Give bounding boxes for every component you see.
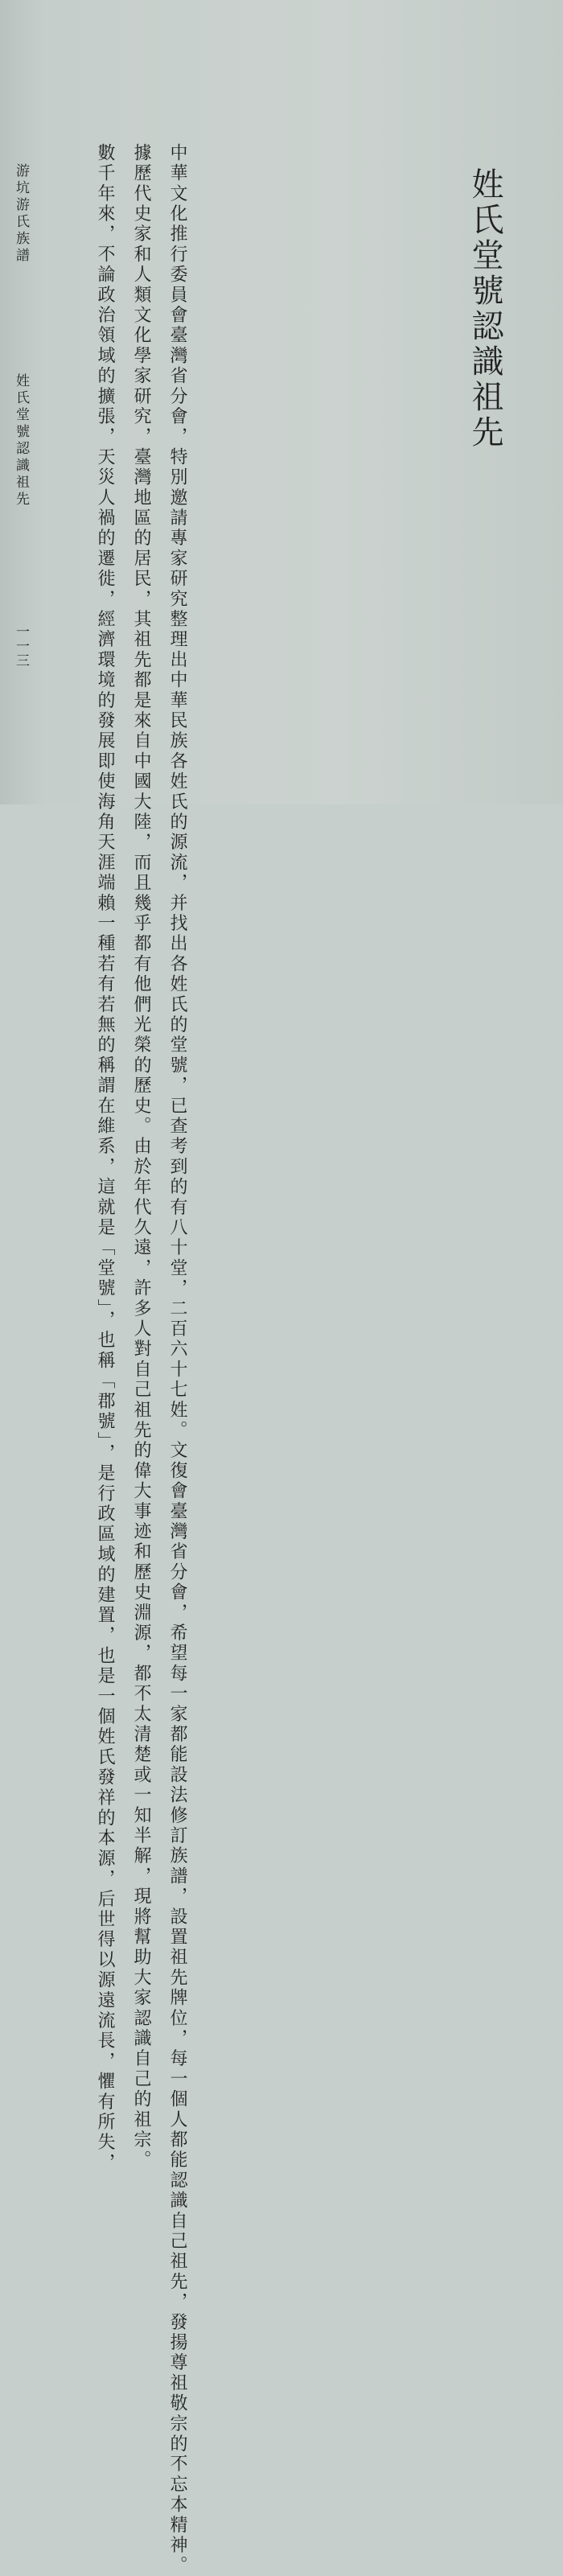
side-chapter-title: 姓氏堂號認識祖先 — [13, 373, 29, 508]
paragraph-3: 數千年來，不論政治領域的擴張，天災人禍的遷徙，經濟環境的發展即使海角天涯端賴一種若有若無的稱謂在維系，這就是「堂號」，也稱「郡號」，是行政區域的建置，也是一個姓氏發祥的本源，后世得以源遠流長，懼有所失， — [95, 143, 115, 2174]
side-book-title: 游坑游氏族譜 — [13, 163, 29, 265]
page-number: 一一三 — [13, 624, 29, 668]
paragraph-1: 中華文化推行委員會臺灣省分會，特別邀請專家研究整理出中華民族各姓氏的源流，并找出各姓氏的堂號，已查考到的有八十堂，二百六十七姓。文復會臺灣省分會，希望每一家都能設法修訂族譜，設置祖先牌位，每一個人都能認識自己祖先，發揚尊祖敬宗的不忘本精神。 — [167, 143, 187, 2576]
body-text — [87, 143, 195, 2576]
page-title: 姓氏堂號認識祖先 — [466, 167, 503, 451]
paragraph-2: 據歷代史家和人類文化學家研究，臺灣地區的居民，其祖先都是來自中國大陸，而且幾乎都有他們光榮的歷史。由於年代久遠，許多人對自己祖先的偉大事迹和歷史淵源，都不太清楚或一知半解，現將幫助大家認識自己的祖宗。 — [131, 143, 151, 2171]
